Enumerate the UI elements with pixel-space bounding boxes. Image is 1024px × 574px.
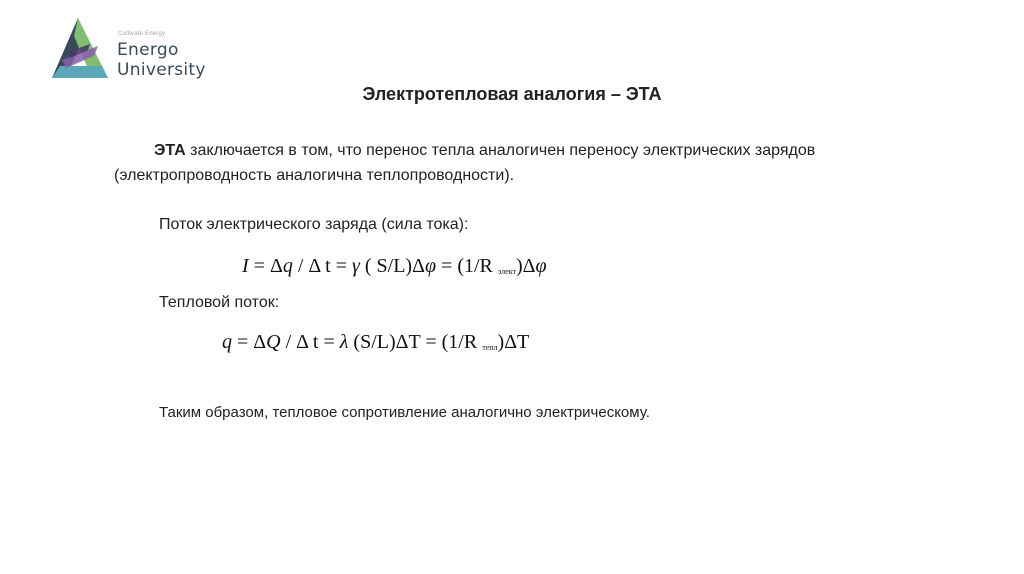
- heat-flow-formula: [222, 331, 529, 354]
- formula2-sl: (S/L)ΔT = (1/R: [348, 331, 483, 353]
- formula2-Q: Q: [266, 331, 281, 353]
- formula1-delta: Δ: [269, 255, 283, 277]
- energo-university-logo: [48, 16, 228, 86]
- heat-flow-label: Тепловой поток:: [159, 294, 280, 311]
- logo-word-energo: Energo: [117, 40, 179, 60]
- intro-text: заключается в том, что перенос тепла аналогичен переносу электрических зарядов (электропроводность аналогична теплопроводности).: [114, 142, 816, 184]
- formula2-r-close: )ΔT: [497, 331, 530, 353]
- formula2-r-subscript: тепл: [482, 343, 498, 352]
- electric-current-formula: [242, 255, 547, 278]
- formula1-slash: /: [292, 255, 309, 277]
- logo-word-university: University: [117, 60, 206, 80]
- formula1-eq1: =: [248, 255, 270, 277]
- logo-triangle-icon: [48, 16, 112, 84]
- formula1-r-close: )Δ: [515, 255, 536, 277]
- slide-title: Электротепловая аналогия – ЭТА: [362, 84, 662, 104]
- formula1-eq2: =: [436, 255, 458, 277]
- formula1-r-subscript: элект: [497, 267, 516, 276]
- formula1-dt: Δ t =: [308, 255, 352, 277]
- formula1-phi2: φ: [535, 255, 547, 277]
- conclusion-text: Таким образом, тепловое сопротивление аналогично электрическому.: [159, 404, 650, 421]
- formula1-r: (1/R: [457, 255, 498, 277]
- formula2-lhs: q: [222, 331, 232, 353]
- logo-tagline: Cultivate Energy: [118, 31, 166, 37]
- formula1-sl: ( S/L)Δ: [359, 255, 425, 277]
- formula1-phi: φ: [424, 255, 437, 277]
- formula1-lhs: I: [242, 255, 249, 277]
- formula1-gamma: γ: [351, 255, 360, 277]
- formula2-dt: / Δ t =: [280, 331, 340, 353]
- intro-paragraph: [114, 138, 904, 188]
- intro-lead-term: ЭТА: [154, 142, 186, 159]
- formula2-eq1: = Δ: [232, 331, 267, 353]
- formula1-q: q: [282, 255, 293, 277]
- formula2-lambda: λ: [339, 331, 349, 353]
- charge-flow-label: Поток электрического заряда (сила тока):: [159, 216, 469, 233]
